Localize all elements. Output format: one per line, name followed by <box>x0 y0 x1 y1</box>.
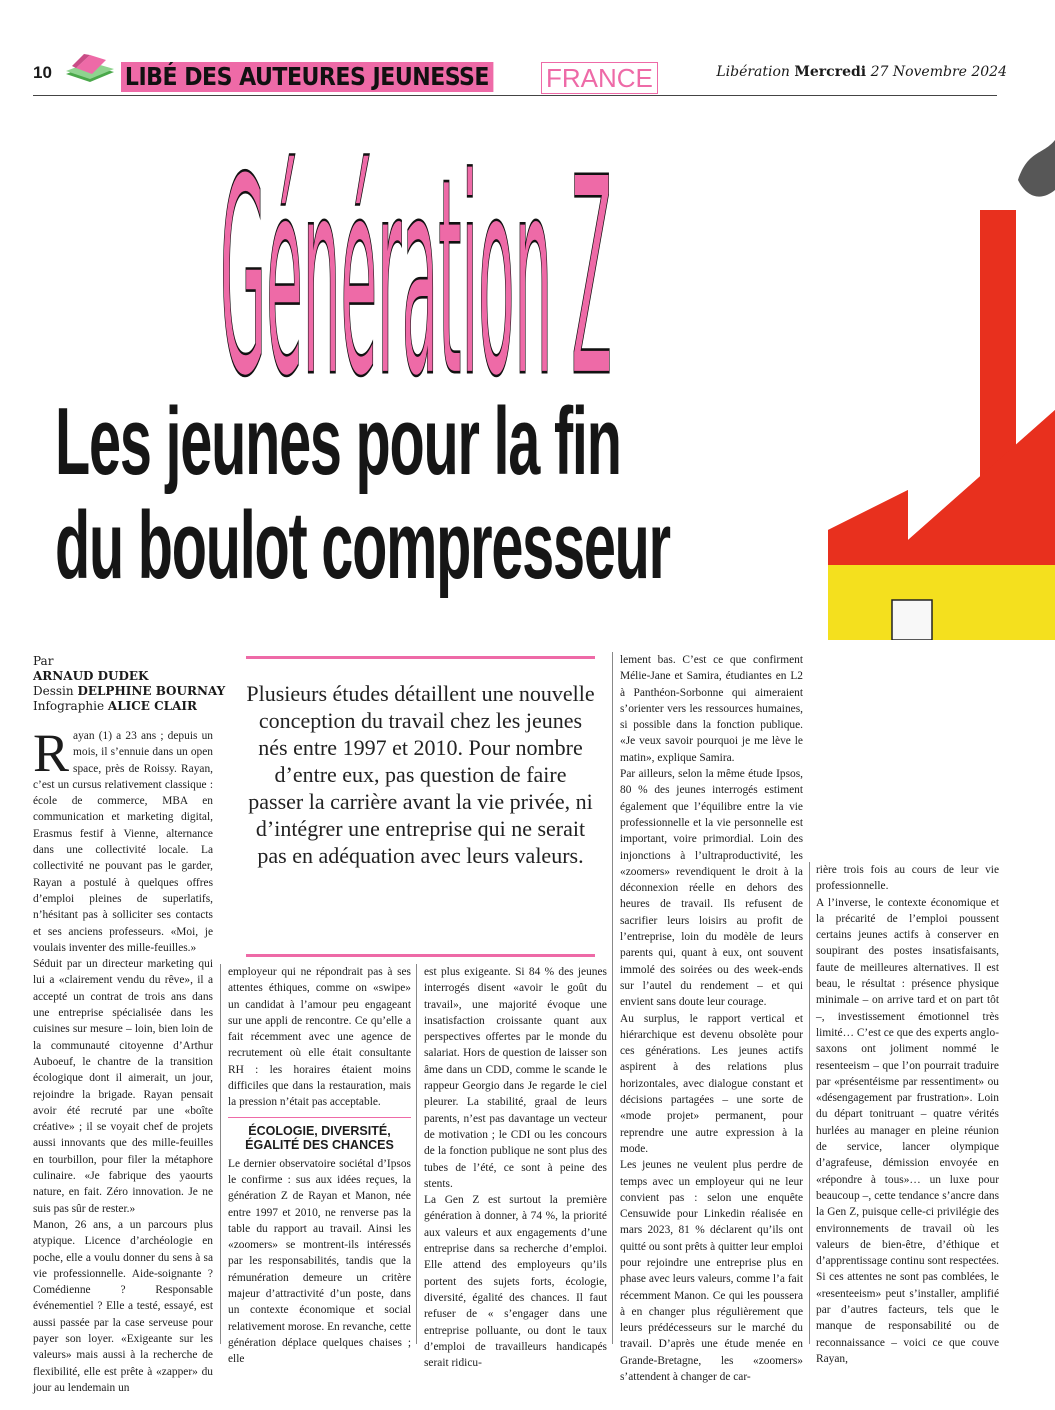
kicker-title <box>220 100 640 400</box>
column-divider <box>416 964 417 1344</box>
kicker-text: Génération Z <box>220 120 612 400</box>
column-divider <box>220 964 221 1344</box>
headline <box>55 390 775 598</box>
paper-name: Libération <box>716 64 790 80</box>
article-column-1 <box>33 723 213 1396</box>
infographic-label: Infographie <box>33 699 105 713</box>
issue-day: Mercredi <box>794 64 867 80</box>
issue-date: 27 Novembre 2024 <box>870 64 1007 80</box>
chapo-rule-top <box>246 656 595 659</box>
drawing-label: Dessin <box>33 684 74 698</box>
paragraph: Le dernier observatoire sociétal d’Ipsos le confirme : sus aux idées reçues, la génération Z de Rayan et Manon, née entre 1997 et 2010, ne renverse pas la table du rapport au travail. Ainsi les «zoomers» se montrent-ils intéressés par les responsabilités, tandis que la rémunération demeure un critère majeur d’attractivité d’un poste, dans un contexte économique et social relativement morose. En revanche, cette génération déplace quelques chaises ; elle <box>228 1157 411 1366</box>
article-column-4 <box>620 652 803 1385</box>
section-banner: LIBÉ DES AUTEURES JEUNESSE <box>121 62 493 92</box>
subheading: ÉCOLOGIE, DIVERSITÉ, ÉGALITÉ DES CHANCES <box>228 1117 411 1152</box>
paragraph: Séduit par un directeur marketing qui lui a «clairement vendu du rêve», il a accepté un contrat de trois ans dans une entreprise spécialisée dans les cuisines sur mesure – loin, bien loin de la communauté citoyenne d’Arthur Auboeuf, le chantre de la transition écologique dont il aimerait, un jour, rejoindre la brigade. Rayan pensait avoir été recruté par une «boîte créative» ; il se voyait chef de projets aussi innovants que des mille-feuilles en tourbillon, pour filer la métaphore culinaire. «Je fabrique des yaourts nature, en fait. Zéro innovation. Je ne suis pas sûr de rester.» <box>33 958 213 1215</box>
paragraph-text: ayan (1) a 23 ans ; depuis un mois, il s’ennuie dans un open space, près de Roissy. Rayan, c’est un cursus relativement classique : école de commerce, MBA en communication et marketing digital, Erasmus festif à Vienne, alternance dans une collectivité locale. La collectivité ne pouvant pas le garder, Rayan a postulé à quelques offres d’emploi pleines de superlatifs, n’hésitant pas à solliciter ses contacts et ses anciens professeurs. «Moi, je voulais inventer des mille-feuilles.» <box>33 730 213 954</box>
drop-cap: R <box>33 723 70 783</box>
paragraph: Au surplus, le rapport vertical et hiérarchique est devenu obsolète pour ces générations. Les jeunes actifs aspirent à des relations plus horizontales, avec dialogue constant et décisions partagées – une sorte de «mode projet» permanent, pour reprendre une autre expression à la mode. <box>620 1012 803 1155</box>
paragraph: Manon, 26 ans, a un parcours plus atypique. Licence d’archéologie en poche, elle a voulu donner du sens à sa vie professionnelle. Aide-soignante ? Comédienne ? Responsable événementiel ? Elle a testé, essayé, est aussi passée par la case serveuse pour payer son loyer. «Exigeante sur les valeurs» mais aussi à la recherche de flexibilité, elle est prête à «zapper» du jour au lendemain un <box>33 1218 213 1394</box>
article-column-2 <box>228 964 411 1368</box>
standfirst: Plusieurs études détaillent une nouvelle conception du travail chez les jeunes nés entre 1997 et 2010. Pour nombre d’entre eux, pas question de faire passer la carrière avant la vie privée, ni d’intégrer une entreprise qui ne serait pas en adéquation avec leurs valeurs. <box>246 681 595 868</box>
article-column-3 <box>424 964 607 1371</box>
paragraph: Les jeunes ne veulent plus perdre de temps avec un employeur qui ne leur convient pas : selon une enquête Censuwide pour Linkedin réalisée en mars 2023, 81 % déclarent qu’ils ont quitté ou sont prêts à quitter leur emploi pour rejoindre une entreprise plus en phase avec leurs valeurs, comme l’a fait récemment Manon. Ce qui les poussera à en changer plus régulièrement que leurs prédécesseurs sur le marché du travail. D’après une étude menée en Grande-Bretagne, les «zoomers» s’attendent à changer de car- <box>620 1159 803 1384</box>
open-book-icon <box>62 52 118 88</box>
section-country-label: FRANCE <box>541 62 658 94</box>
headline-line-2: du boulot compresseur <box>55 492 670 599</box>
page-number: 10 <box>33 63 52 82</box>
infographer-name: ALICE CLAIR <box>107 699 198 713</box>
headline-line-1: Les jeunes pour la fin <box>55 388 621 495</box>
header-rule <box>33 95 997 96</box>
paragraph: lement bas. C’est ce que confirment Mélie-Jane et Samira, étudiantes en L2 à Panthéon-Sorbonne qui aimeraient s’orienter vers les ressources humaines, si possible dans la fonction publique. «Je veux savoir pourquoi je me lève le matin», explique Samira. <box>620 654 803 764</box>
byline-by-label: Par <box>33 654 54 668</box>
paragraph: Par ailleurs, selon la même étude Ipsos, 80 % des jeunes interrogés estiment également que l’équilibre entre la vie professionnelle et la vie personnelle est important, voire primordial. Loin des injonctions à l’ultraproductivité, les «zoomers» revendiquent le droit à la déconnexion réelle en dehors des heures de travail. Ils refusent de sacrifier leurs loisirs au profit de l’entreprise, loin du modèle de leurs parents qui, quant à eux, ont souvent immolé des soirées ou des week-ends sur l’autel du rendement – et qui envient sans doute leur courage. <box>620 768 803 1009</box>
paragraph <box>33 723 213 956</box>
paragraph: rière trois fois au cours de leur vie professionnelle. <box>816 864 999 893</box>
factory-illustration <box>828 110 1055 640</box>
paragraph: La Gen Z est surtout la première génération à donner, à 74 %, la priorité aux valeurs et aux engagements d’une entreprise dans sa recherche d’emploi. Elle attend des employeurs qu’ils portent des sujets forts, écologie, diversité, égalité des chances. Il faut refuser de « s’engager dans une entreprise polluante, ou dont le taux d’emploi de travailleurs handicapés serait ridicu- <box>424 1194 607 1370</box>
paragraph: est plus exigeante. Si 84 % des jeunes interrogés disent «avoir le goût du travail», une majorité évoque une insatisfaction croissante quant aux perspectives offertes par le monde du salariat. Hors de question de laisser son âme dans un CDD, comme le scande le rappeur Georgio dans Je regarde le ciel pleurer. La stabilité, graal de leurs parents, n’est pas davantage un vecteur de motivation ; le CDI ou les concours de la fonction publique ne sont plus des tubes de l’été, ce sont à peine des stents. <box>424 966 607 1190</box>
paragraph: A l’inverse, le contexte économique et la précarité de l’emploi poussent certains jeunes actifs à conserver en soupirant des postes insatisfaisants, faute de meilleures alternatives. Il est beau, le résultat : présence physique minimale – on arrive tard et on part tôt –, investissement émotionnel très limité… C’est ce que des experts anglo-saxons ont joliment nommé le resenteeism – que l’on pourrait traduire par «présentéisme par ressentiment» ou «désengagement par frustration». Loin du départ tonitruant – quatre vérités hurlées au manager en pleine réunion de service, lancer olympique d’agrafeuse, démission envoyée en «répondre à tous»… un luxe pour beaucoup –, cette tendance s’ancre dans la Gen Z, puisque celle-ci privilégie des environnements de travail où les valeurs de bien-être, d’éthique et d’apprentissage continu sont respectées. Si ces attentes ne sont pas comblées, le «resenteeism» peut s’installer, amplifié par d’autres facteurs, tels que le manque de responsabilité ou de reconnaissance – voici ce que couve Rayan, <box>816 896 999 1365</box>
column-divider <box>612 652 613 1344</box>
paragraph: employeur qui ne répondrait pas à ses attentes éthiques, comme on «swipe» un candidat à l’amour peu engageant sur une appli de rencontre. Ce qu’elle a fait récemment avec une agence de recrutement où elle était consultante RH : les horaires étaient moins difficiles que dans la restauration, mais la pression n’était pas acceptable. <box>228 966 411 1109</box>
masthead-dateline <box>716 64 1007 80</box>
column-divider <box>809 862 810 1344</box>
chapo-rule-bottom <box>246 954 595 957</box>
article-column-5 <box>816 862 999 1367</box>
author-name: ARNAUD DUDEK <box>33 669 149 683</box>
illustrator-name: DELPHINE BOURNAY <box>77 684 226 698</box>
byline <box>33 654 225 714</box>
